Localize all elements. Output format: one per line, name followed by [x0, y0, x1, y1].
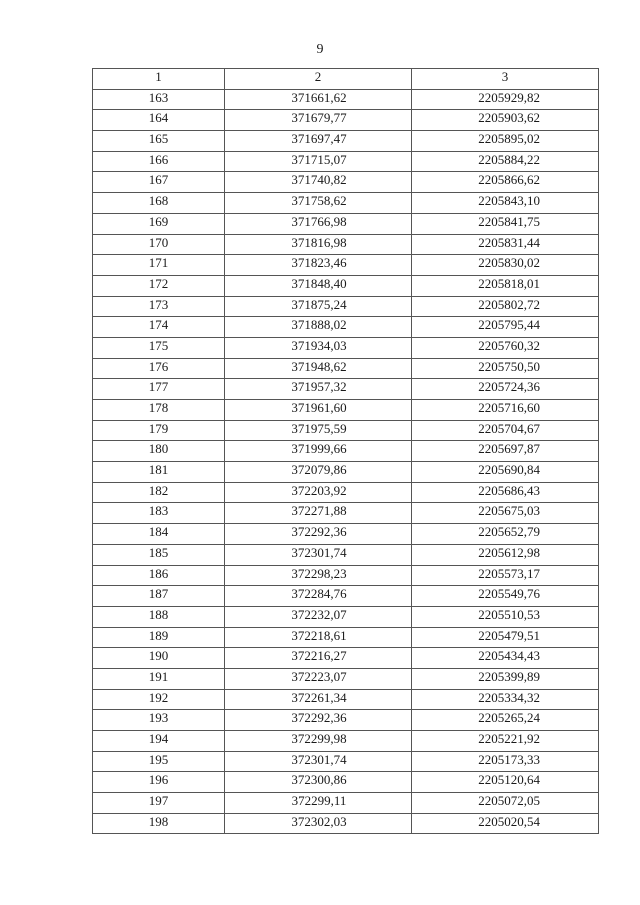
y-coordinate-cell: 2205802,72	[412, 296, 599, 317]
table-row	[93, 420, 599, 441]
x-coordinate-cell: 372301,74	[225, 751, 412, 772]
point-number-cell: 172	[93, 275, 225, 296]
y-coordinate-cell: 2205573,17	[412, 565, 599, 586]
x-coordinate-cell: 372300,86	[225, 772, 412, 793]
x-coordinate-cell: 372301,74	[225, 544, 412, 565]
y-coordinate-cell: 2205866,62	[412, 172, 599, 193]
x-coordinate-cell: 371948,62	[225, 358, 412, 379]
table-row	[93, 296, 599, 317]
point-number-cell: 185	[93, 544, 225, 565]
x-coordinate-cell: 371661,62	[225, 89, 412, 110]
y-coordinate-cell: 2205334,32	[412, 689, 599, 710]
y-coordinate-cell: 2205690,84	[412, 462, 599, 483]
point-number-cell: 194	[93, 731, 225, 752]
table-row	[93, 213, 599, 234]
table-row	[93, 441, 599, 462]
table-row	[93, 358, 599, 379]
point-number-cell: 181	[93, 462, 225, 483]
x-coordinate-cell: 371758,62	[225, 193, 412, 214]
table-row	[93, 648, 599, 669]
column-header-2: 2	[225, 69, 412, 90]
table-row	[93, 462, 599, 483]
y-coordinate-cell: 2205652,79	[412, 524, 599, 545]
table-header-row	[93, 69, 599, 90]
x-coordinate-cell: 371934,03	[225, 337, 412, 358]
y-coordinate-cell: 2205795,44	[412, 317, 599, 338]
point-number-cell: 166	[93, 151, 225, 172]
x-coordinate-cell: 372298,23	[225, 565, 412, 586]
y-coordinate-cell: 2205895,02	[412, 131, 599, 152]
table-row	[93, 689, 599, 710]
point-number-cell: 196	[93, 772, 225, 793]
y-coordinate-cell: 2205724,36	[412, 379, 599, 400]
point-number-cell: 188	[93, 606, 225, 627]
point-number-cell: 168	[93, 193, 225, 214]
point-number-cell: 167	[93, 172, 225, 193]
y-coordinate-cell: 2205399,89	[412, 668, 599, 689]
table-row	[93, 586, 599, 607]
table-row	[93, 710, 599, 731]
x-coordinate-cell: 372292,36	[225, 710, 412, 731]
point-number-cell: 184	[93, 524, 225, 545]
table-row	[93, 544, 599, 565]
y-coordinate-cell: 2205173,33	[412, 751, 599, 772]
x-coordinate-cell: 372079,86	[225, 462, 412, 483]
y-coordinate-cell: 2205072,05	[412, 793, 599, 814]
table-row	[93, 89, 599, 110]
column-header-1: 1	[93, 69, 225, 90]
point-number-cell: 186	[93, 565, 225, 586]
x-coordinate-cell: 372203,92	[225, 482, 412, 503]
point-number-cell: 165	[93, 131, 225, 152]
column-header-3: 3	[412, 69, 599, 90]
point-number-cell: 175	[93, 337, 225, 358]
table-row	[93, 110, 599, 131]
point-number-cell: 164	[93, 110, 225, 131]
y-coordinate-cell: 2205675,03	[412, 503, 599, 524]
table-row	[93, 606, 599, 627]
y-coordinate-cell: 2205020,54	[412, 813, 599, 834]
x-coordinate-cell: 371740,82	[225, 172, 412, 193]
table-row	[93, 751, 599, 772]
x-coordinate-cell: 372302,03	[225, 813, 412, 834]
point-number-cell: 178	[93, 400, 225, 421]
y-coordinate-cell: 2205841,75	[412, 213, 599, 234]
point-number-cell: 197	[93, 793, 225, 814]
x-coordinate-cell: 372261,34	[225, 689, 412, 710]
coordinates-table	[92, 68, 599, 834]
table-row	[93, 317, 599, 338]
table-row	[93, 379, 599, 400]
x-coordinate-cell: 372299,98	[225, 731, 412, 752]
point-number-cell: 190	[93, 648, 225, 669]
x-coordinate-cell: 371975,59	[225, 420, 412, 441]
x-coordinate-cell: 372216,27	[225, 648, 412, 669]
point-number-cell: 187	[93, 586, 225, 607]
x-coordinate-cell: 372299,11	[225, 793, 412, 814]
table-row	[93, 275, 599, 296]
y-coordinate-cell: 2205686,43	[412, 482, 599, 503]
point-number-cell: 195	[93, 751, 225, 772]
y-coordinate-cell: 2205843,10	[412, 193, 599, 214]
x-coordinate-cell: 372223,07	[225, 668, 412, 689]
y-coordinate-cell: 2205510,53	[412, 606, 599, 627]
table-row	[93, 234, 599, 255]
table-row	[93, 400, 599, 421]
y-coordinate-cell: 2205612,98	[412, 544, 599, 565]
point-number-cell: 198	[93, 813, 225, 834]
point-number-cell: 174	[93, 317, 225, 338]
point-number-cell: 173	[93, 296, 225, 317]
x-coordinate-cell: 371999,66	[225, 441, 412, 462]
table-row	[93, 503, 599, 524]
x-coordinate-cell: 371766,98	[225, 213, 412, 234]
point-number-cell: 182	[93, 482, 225, 503]
point-number-cell: 170	[93, 234, 225, 255]
point-number-cell: 179	[93, 420, 225, 441]
x-coordinate-cell: 372271,88	[225, 503, 412, 524]
table-row	[93, 482, 599, 503]
y-coordinate-cell: 2205750,50	[412, 358, 599, 379]
point-number-cell: 193	[93, 710, 225, 731]
x-coordinate-cell: 371697,47	[225, 131, 412, 152]
point-number-cell: 171	[93, 255, 225, 276]
point-number-cell: 192	[93, 689, 225, 710]
table-body	[93, 89, 599, 834]
y-coordinate-cell: 2205716,60	[412, 400, 599, 421]
point-number-cell: 183	[93, 503, 225, 524]
y-coordinate-cell: 2205265,24	[412, 710, 599, 731]
point-number-cell: 163	[93, 89, 225, 110]
table-row	[93, 731, 599, 752]
y-coordinate-cell: 2205120,64	[412, 772, 599, 793]
point-number-cell: 176	[93, 358, 225, 379]
y-coordinate-cell: 2205831,44	[412, 234, 599, 255]
x-coordinate-cell: 371961,60	[225, 400, 412, 421]
point-number-cell: 180	[93, 441, 225, 462]
point-number-cell: 189	[93, 627, 225, 648]
table-row	[93, 337, 599, 358]
table-row	[93, 172, 599, 193]
y-coordinate-cell: 2205479,51	[412, 627, 599, 648]
table-row	[93, 255, 599, 276]
table-row	[93, 151, 599, 172]
x-coordinate-cell: 371823,46	[225, 255, 412, 276]
point-number-cell: 191	[93, 668, 225, 689]
y-coordinate-cell: 2205704,67	[412, 420, 599, 441]
x-coordinate-cell: 371888,02	[225, 317, 412, 338]
y-coordinate-cell: 2205760,32	[412, 337, 599, 358]
table-row	[93, 131, 599, 152]
y-coordinate-cell: 2205221,92	[412, 731, 599, 752]
x-coordinate-cell: 371848,40	[225, 275, 412, 296]
x-coordinate-cell: 371875,24	[225, 296, 412, 317]
x-coordinate-cell: 371816,98	[225, 234, 412, 255]
y-coordinate-cell: 2205830,02	[412, 255, 599, 276]
x-coordinate-cell: 372232,07	[225, 606, 412, 627]
table-row	[93, 668, 599, 689]
point-number-cell: 169	[93, 213, 225, 234]
x-coordinate-cell: 372218,61	[225, 627, 412, 648]
y-coordinate-cell: 2205818,01	[412, 275, 599, 296]
y-coordinate-cell: 2205697,87	[412, 441, 599, 462]
table-row	[93, 524, 599, 545]
table-row	[93, 793, 599, 814]
table-row	[93, 813, 599, 834]
table-row	[93, 565, 599, 586]
y-coordinate-cell: 2205929,82	[412, 89, 599, 110]
x-coordinate-cell: 371679,77	[225, 110, 412, 131]
y-coordinate-cell: 2205549,76	[412, 586, 599, 607]
x-coordinate-cell: 371715,07	[225, 151, 412, 172]
table-row	[93, 193, 599, 214]
table-row	[93, 627, 599, 648]
y-coordinate-cell: 2205434,43	[412, 648, 599, 669]
y-coordinate-cell: 2205884,22	[412, 151, 599, 172]
x-coordinate-cell: 372292,36	[225, 524, 412, 545]
page-number: 9	[316, 42, 324, 57]
point-number-cell: 177	[93, 379, 225, 400]
x-coordinate-cell: 371957,32	[225, 379, 412, 400]
y-coordinate-cell: 2205903,62	[412, 110, 599, 131]
x-coordinate-cell: 372284,76	[225, 586, 412, 607]
table-row	[93, 772, 599, 793]
